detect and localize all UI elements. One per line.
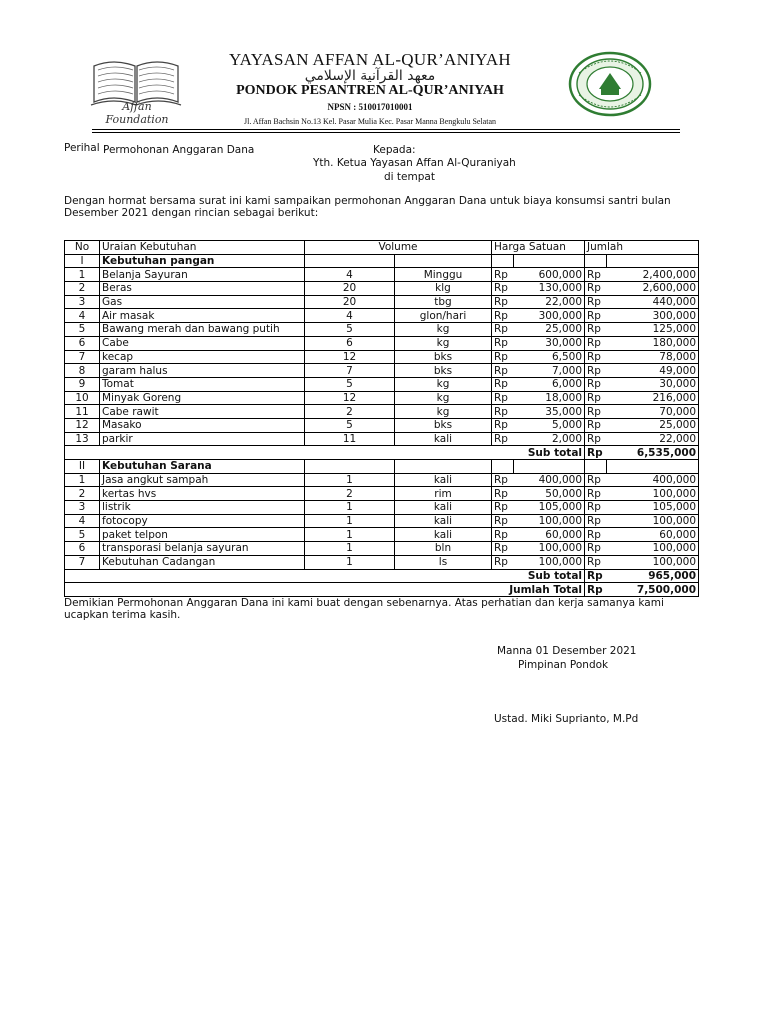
row-total: 300,000 — [607, 309, 699, 323]
row-total-currency: Rp — [585, 555, 607, 569]
row-item: Minyak Goreng — [100, 391, 305, 405]
row-total-currency: Rp — [585, 323, 607, 337]
row-total: 100,000 — [607, 542, 699, 556]
closing-line-2: ucapkan terima kasih. — [64, 608, 181, 621]
row-unit: tbg — [395, 295, 492, 309]
table-row — [65, 391, 699, 405]
row-price: 22,000 — [514, 295, 585, 309]
section-no: II — [65, 460, 100, 474]
table-header-row — [65, 241, 699, 255]
row-no: 2 — [65, 487, 100, 501]
row-total: 100,000 — [607, 555, 699, 569]
row-price-currency: Rp — [492, 405, 514, 419]
row-item: Gas — [100, 295, 305, 309]
row-qty: 6 — [305, 336, 395, 350]
row-no: 6 — [65, 336, 100, 350]
row-no: 1 — [65, 473, 100, 487]
row-no: 5 — [65, 323, 100, 337]
row-no: 3 — [65, 501, 100, 515]
row-unit: kali — [395, 432, 492, 446]
empty-cell — [492, 460, 514, 474]
row-total: 2,400,000 — [607, 268, 699, 282]
row-price: 100,000 — [514, 542, 585, 556]
row-price: 35,000 — [514, 405, 585, 419]
row-price-currency: Rp — [492, 514, 514, 528]
row-qty: 5 — [305, 418, 395, 432]
table-row — [65, 514, 699, 528]
row-total-currency: Rp — [585, 336, 607, 350]
row-unit: bln — [395, 542, 492, 556]
arabic-title: معهد القرآنية الإسلامي — [304, 68, 436, 84]
table-row — [65, 364, 699, 378]
row-unit: bks — [395, 350, 492, 364]
row-total: 400,000 — [607, 473, 699, 487]
row-total: 78,000 — [607, 350, 699, 364]
letter-date: Manna 01 Desember 2021 — [497, 645, 637, 657]
row-total-currency: Rp — [585, 542, 607, 556]
kepada-label: Kepada: — [373, 144, 416, 156]
row-total: 49,000 — [607, 364, 699, 378]
row-no: 12 — [65, 418, 100, 432]
row-unit: ls — [395, 555, 492, 569]
table-row — [65, 555, 699, 569]
row-unit: kali — [395, 501, 492, 515]
closing-paragraph — [64, 598, 684, 621]
row-qty: 1 — [305, 542, 395, 556]
row-total: 440,000 — [607, 295, 699, 309]
row-total-currency: Rp — [585, 282, 607, 296]
row-no: 11 — [65, 405, 100, 419]
row-total: 70,000 — [607, 405, 699, 419]
table-row — [65, 350, 699, 364]
row-unit: kg — [395, 391, 492, 405]
row-price: 100,000 — [514, 555, 585, 569]
row-no: 1 — [65, 268, 100, 282]
row-price-currency: Rp — [492, 309, 514, 323]
recipient-name: Yth. Ketua Yayasan Affan Al-Quraniyah — [313, 157, 516, 169]
row-unit: kg — [395, 377, 492, 391]
row-qty: 4 — [305, 268, 395, 282]
row-total-currency: Rp — [585, 364, 607, 378]
row-qty: 1 — [305, 555, 395, 569]
row-price-currency: Rp — [492, 473, 514, 487]
row-item: Jasa angkut sampah — [100, 473, 305, 487]
col-header-price: Harga Satuan — [492, 241, 585, 255]
row-item: Cabe rawit — [100, 405, 305, 419]
row-price-currency: Rp — [492, 418, 514, 432]
row-price-currency: Rp — [492, 323, 514, 337]
row-item: kecap — [100, 350, 305, 364]
row-item: parkir — [100, 432, 305, 446]
section-no: I — [65, 254, 100, 268]
row-price: 7,000 — [514, 364, 585, 378]
row-price: 60,000 — [514, 528, 585, 542]
row-price-currency: Rp — [492, 555, 514, 569]
table-row — [65, 405, 699, 419]
row-qty: 2 — [305, 405, 395, 419]
row-unit: kg — [395, 336, 492, 350]
table-row — [65, 377, 699, 391]
row-item: Masako — [100, 418, 305, 432]
row-price: 100,000 — [514, 514, 585, 528]
row-qty: 2 — [305, 487, 395, 501]
col-header-no: No — [65, 241, 100, 255]
signatory-title: Pimpinan Pondok — [518, 659, 609, 671]
row-qty: 12 — [305, 350, 395, 364]
row-no: 2 — [65, 282, 100, 296]
row-no: 6 — [65, 542, 100, 556]
row-qty: 7 — [305, 364, 395, 378]
section-row — [65, 254, 699, 268]
row-total-currency: Rp — [585, 268, 607, 282]
row-no: 4 — [65, 309, 100, 323]
signatory-name: Ustad. Miki Suprianto, M.Pd — [494, 713, 639, 725]
row-item: Kebutuhan Cadangan — [100, 555, 305, 569]
table-row — [65, 473, 699, 487]
row-item: Tomat — [100, 377, 305, 391]
row-unit: klg — [395, 282, 492, 296]
school-title: PONDOK PESANTREN AL-QUR’ANIYAH — [236, 83, 504, 98]
row-no: 10 — [65, 391, 100, 405]
row-price: 5,000 — [514, 418, 585, 432]
row-no: 13 — [65, 432, 100, 446]
row-total-currency: Rp — [585, 528, 607, 542]
row-price: 130,000 — [514, 282, 585, 296]
logo-caption: Affan Foundation — [105, 100, 169, 126]
row-no: 8 — [65, 364, 100, 378]
row-total-currency: Rp — [585, 377, 607, 391]
header-divider — [92, 129, 680, 130]
row-unit: rim — [395, 487, 492, 501]
row-total: 22,000 — [607, 432, 699, 446]
subtotal-value: 6,535,000 — [607, 446, 699, 460]
row-total: 30,000 — [607, 377, 699, 391]
row-price-currency: Rp — [492, 282, 514, 296]
row-total: 100,000 — [607, 487, 699, 501]
row-item: Beras — [100, 282, 305, 296]
row-no: 7 — [65, 350, 100, 364]
address-line: Jl. Affan Bachsin No.13 Kel. Pasar Mulia Kec. Pasar Manna Bengkulu Selatan — [243, 117, 497, 126]
perihal-label: Perihal : — [64, 142, 107, 154]
row-price-currency: Rp — [492, 377, 514, 391]
row-price-currency: Rp — [492, 501, 514, 515]
row-price-currency: Rp — [492, 336, 514, 350]
row-price-currency: Rp — [492, 350, 514, 364]
grand-total-value: 7,500,000 — [607, 583, 699, 597]
row-qty: 1 — [305, 501, 395, 515]
row-price: 50,000 — [514, 487, 585, 501]
row-price: 400,000 — [514, 473, 585, 487]
row-price-currency: Rp — [492, 487, 514, 501]
col-header-volume: Volume — [305, 241, 492, 255]
row-total: 2,600,000 — [607, 282, 699, 296]
row-price-currency: Rp — [492, 364, 514, 378]
subtotal-currency: Rp — [585, 446, 607, 460]
row-price: 25,000 — [514, 323, 585, 337]
row-unit: kali — [395, 473, 492, 487]
row-total-currency: Rp — [585, 391, 607, 405]
row-qty: 4 — [305, 309, 395, 323]
grand-total-label: Jumlah Total — [65, 583, 585, 597]
row-price: 6,000 — [514, 377, 585, 391]
row-total-currency: Rp — [585, 487, 607, 501]
row-price: 6,500 — [514, 350, 585, 364]
table-row — [65, 268, 699, 282]
row-price: 600,000 — [514, 268, 585, 282]
row-item: Cabe — [100, 336, 305, 350]
table-row — [65, 432, 699, 446]
grand-total-row — [65, 583, 699, 597]
budget-table — [64, 240, 699, 597]
table-row — [65, 528, 699, 542]
row-item: fotocopy — [100, 514, 305, 528]
row-item: Bawang merah dan bawang putih — [100, 323, 305, 337]
row-total-currency: Rp — [585, 501, 607, 515]
empty-cell — [607, 460, 699, 474]
subtotal-row — [65, 569, 699, 583]
row-total-currency: Rp — [585, 295, 607, 309]
row-unit: bks — [395, 364, 492, 378]
row-price-currency: Rp — [492, 295, 514, 309]
row-item: kertas hvs — [100, 487, 305, 501]
row-qty: 1 — [305, 514, 395, 528]
row-total-currency: Rp — [585, 432, 607, 446]
row-qty: 1 — [305, 473, 395, 487]
row-unit: kali — [395, 514, 492, 528]
row-qty: 1 — [305, 528, 395, 542]
row-qty: 12 — [305, 391, 395, 405]
row-unit: kg — [395, 323, 492, 337]
row-total: 180,000 — [607, 336, 699, 350]
empty-cell — [305, 460, 395, 474]
row-unit: bks — [395, 418, 492, 432]
row-unit: glon/hari — [395, 309, 492, 323]
row-unit: kali — [395, 528, 492, 542]
row-qty: 5 — [305, 377, 395, 391]
row-unit: Minggu — [395, 268, 492, 282]
row-item: Belanja Sayuran — [100, 268, 305, 282]
row-total-currency: Rp — [585, 418, 607, 432]
subtotal-currency: Rp — [585, 569, 607, 583]
closing-line-1: Demikian Permohonan Anggaran Dana ini kami buat dengan sebenarnya. Atas perhatian dan kerja samanya kami — [64, 597, 664, 609]
table-row — [65, 282, 699, 296]
row-no: 5 — [65, 528, 100, 542]
row-no: 4 — [65, 514, 100, 528]
foundation-title: YAYASAN AFFAN AL-QUR’ANIYAH — [228, 50, 512, 69]
row-total: 125,000 — [607, 323, 699, 337]
budget-table-body — [65, 254, 699, 596]
row-price: 2,000 — [514, 432, 585, 446]
row-total-currency: Rp — [585, 473, 607, 487]
row-item: paket telpon — [100, 528, 305, 542]
intro-paragraph — [64, 196, 684, 219]
row-price-currency: Rp — [492, 268, 514, 282]
row-price-currency: Rp — [492, 391, 514, 405]
pesantren-emblem-logo — [567, 51, 653, 117]
row-total-currency: Rp — [585, 350, 607, 364]
intro-line-2: Desember 2021 dengan rincian sebagai berikut: — [64, 206, 319, 219]
row-unit: kg — [395, 405, 492, 419]
npsn-number: NPSN : 510017010001 — [327, 102, 413, 112]
row-no: 3 — [65, 295, 100, 309]
row-price-currency: Rp — [492, 542, 514, 556]
row-price: 18,000 — [514, 391, 585, 405]
table-row — [65, 323, 699, 337]
table-row — [65, 487, 699, 501]
row-price: 300,000 — [514, 309, 585, 323]
col-header-item: Uraian Kebutuhan — [100, 241, 305, 255]
row-price: 30,000 — [514, 336, 585, 350]
row-total: 60,000 — [607, 528, 699, 542]
row-qty: 5 — [305, 323, 395, 337]
table-row — [65, 295, 699, 309]
subtotal-row — [65, 446, 699, 460]
table-row — [65, 309, 699, 323]
table-row — [65, 501, 699, 515]
intro-line-1: Dengan hormat bersama surat ini kami sampaikan permohonan Anggaran Dana untuk biaya konsumsi santri bulan — [64, 195, 671, 207]
header-divider-thin — [92, 132, 680, 133]
row-total-currency: Rp — [585, 309, 607, 323]
row-price: 105,000 — [514, 501, 585, 515]
section-row — [65, 460, 699, 474]
section-title: Kebutuhan Sarana — [100, 460, 305, 474]
row-item: garam halus — [100, 364, 305, 378]
row-item: Air masak — [100, 309, 305, 323]
row-total-currency: Rp — [585, 514, 607, 528]
row-price-currency: Rp — [492, 528, 514, 542]
table-row — [65, 336, 699, 350]
row-item: transporasi belanja sayuran — [100, 542, 305, 556]
table-row — [65, 542, 699, 556]
row-total: 100,000 — [607, 514, 699, 528]
row-total: 105,000 — [607, 501, 699, 515]
row-item: listrik — [100, 501, 305, 515]
empty-cell — [395, 460, 492, 474]
row-price-currency: Rp — [492, 432, 514, 446]
recipient-place: di tempat — [384, 171, 435, 183]
section-title: Kebutuhan pangan — [100, 254, 305, 268]
row-qty: 11 — [305, 432, 395, 446]
subtotal-value: 965,000 — [607, 569, 699, 583]
empty-cell — [514, 460, 585, 474]
col-header-total: Jumlah — [585, 241, 699, 255]
row-no: 9 — [65, 377, 100, 391]
subtotal-label: Sub total — [65, 446, 585, 460]
table-row — [65, 418, 699, 432]
row-no: 7 — [65, 555, 100, 569]
row-qty: 20 — [305, 282, 395, 296]
empty-cell — [585, 460, 607, 474]
row-qty: 20 — [305, 295, 395, 309]
row-total-currency: Rp — [585, 405, 607, 419]
row-total: 216,000 — [607, 391, 699, 405]
subtotal-label: Sub total — [65, 569, 585, 583]
row-total: 25,000 — [607, 418, 699, 432]
perihal-value: Permohonan Anggaran Dana — [103, 144, 255, 156]
grand-total-currency: Rp — [585, 583, 607, 597]
